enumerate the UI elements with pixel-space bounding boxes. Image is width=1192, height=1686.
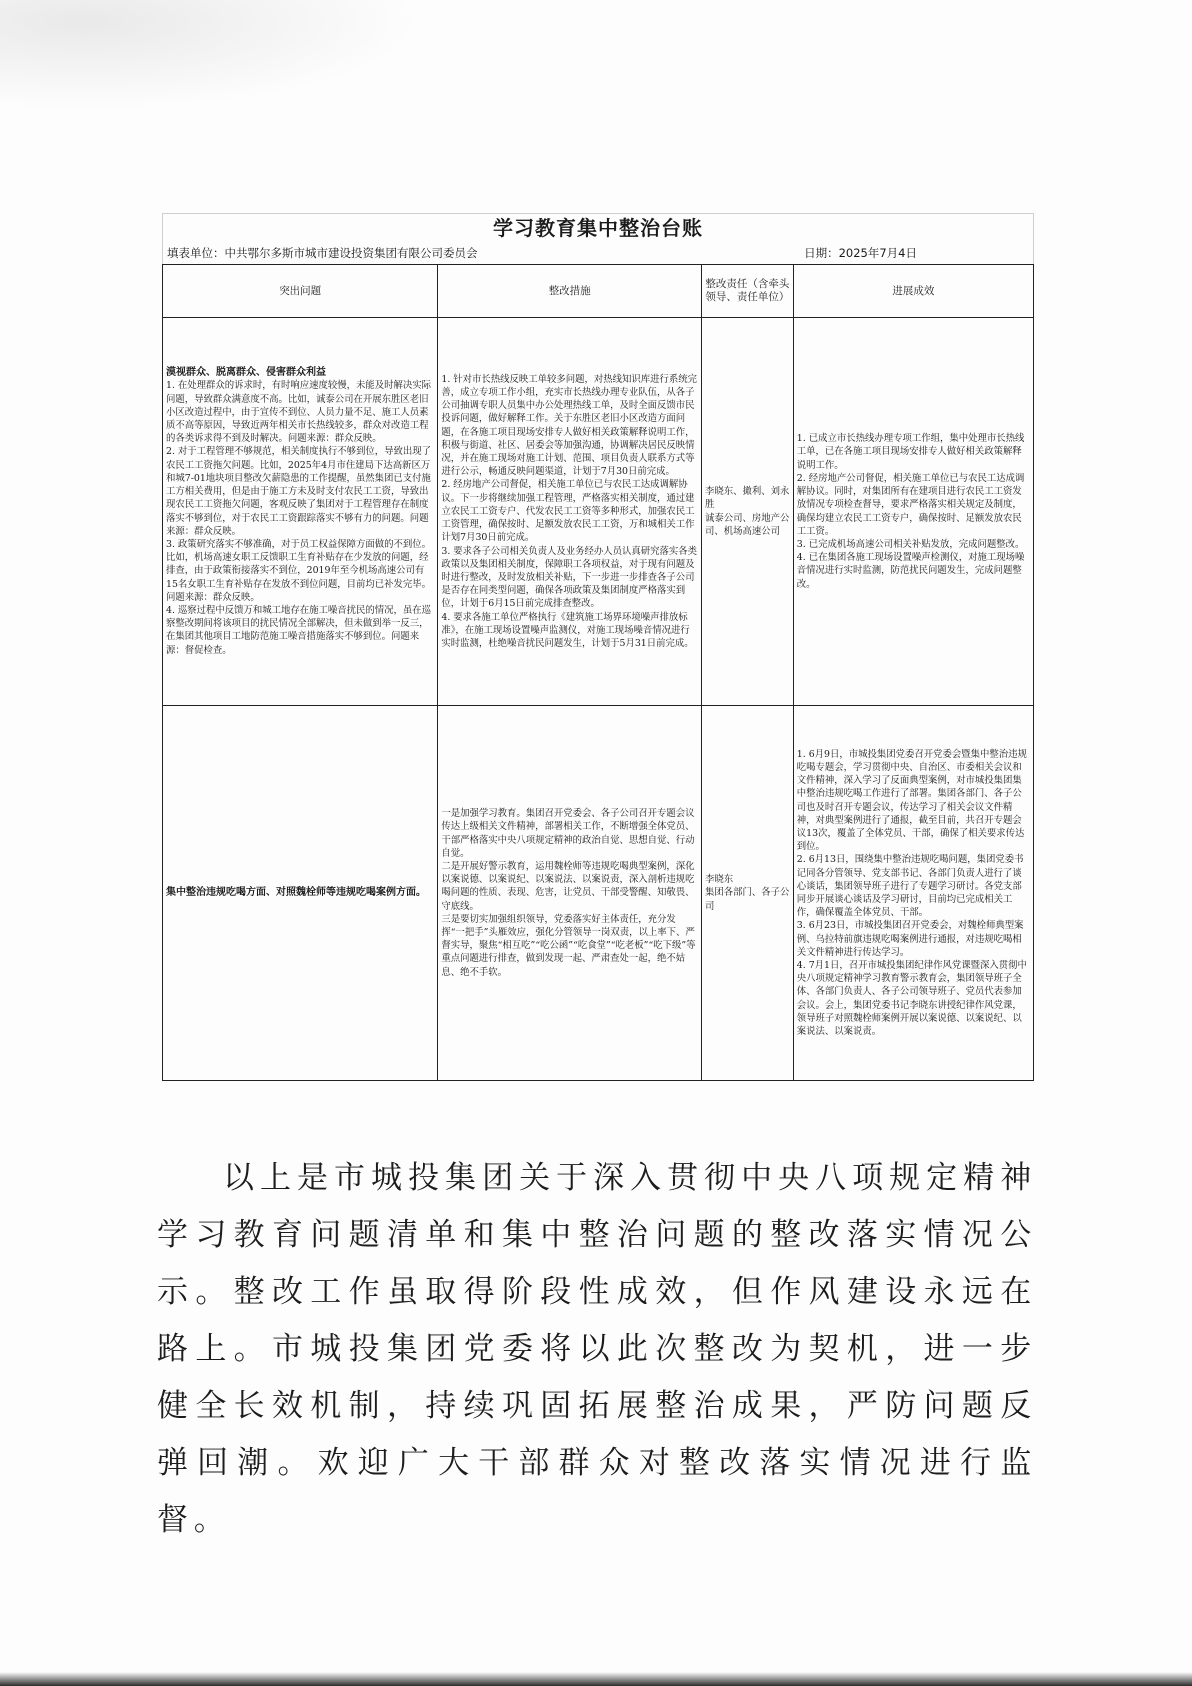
responsible-units: 集团各部门、各子公司	[705, 887, 790, 912]
measure-item: 二是开展好警示教育，运用魏栓师等违规吃喝典型案例，深化以案说德、以案说纪、以案说法、以案说责，深入剖析违规吃喝问题的性质、表现、危害，让党员、干部受警醒、知敬畏、守底线。	[441, 860, 695, 912]
col-header-problem: 突出问题	[163, 265, 438, 318]
measure-item: 4. 要求各施工单位严格执行《建筑施工场界环境噪声排放标准》，在施工现场设置噪声监测仪，对施工现场噪音情况进行实时监测，杜绝噪音扰民问题发生，计划于5月31日前完成。	[441, 611, 694, 649]
scan-shadow	[0, 0, 420, 110]
col-header-measures: 整改措施	[438, 265, 702, 318]
problem-item: 1. 在处理群众的诉求时，有时响应速度较慢，未能及时解决实际问题，导致群众满意度不高。比如，诚泰公司在开展东胜区老旧小区改造过程中，由于宣传不到位、人员力量不足、施工人员素质不高等原因，导致近两年相关市长热线较多，群众对改造工程的各类诉求得不到及时解决。问题来源：群众反映。	[166, 380, 432, 445]
ledger-title: 学习教育集中整治台账	[162, 213, 1034, 242]
col-header-progress: 进展成效	[793, 265, 1033, 318]
progress-item: 2. 6月13日，围绕集中整治违规吃喝问题，集团党委书记同各分管领导、党支部书记、各部门负责人进行了谈心谈话，集团领导班子进行了专题学习研讨。各党支部同步开展谈心谈话及学习研讨，目前均已完成相关工作，确保覆盖全体党员、干部。	[796, 854, 1024, 919]
problem-cell	[163, 318, 438, 706]
ledger-table-block	[162, 213, 1034, 1081]
measure-item: 一是加强学习教育。集团召开党委会、各子公司召开专题会议传达上级相关文件精神，部署相关工作，不断增强全体党员、干部严格落实中央八项规定精神的政治自觉、思想自觉、行动自觉。	[441, 808, 695, 859]
measures-cell	[438, 318, 702, 706]
progress-item: 3. 已完成机场高速公司相关补贴发放，完成问题整改。	[796, 538, 1025, 550]
problem-cell	[163, 706, 438, 1081]
problem-heading: 集中整治违规吃喝方面、对照魏栓师等违规吃喝案例方面。	[166, 887, 426, 899]
table-row	[163, 318, 1034, 706]
measure-item: 三是要切实加强组织领导，党委落实好主体责任，充分发挥“一把手”头雁效应，强化分管领导一岗双责，以上率下、严督实导，聚焦“相互吃”“吃公函”“吃食堂”“吃老板”“吃下级”等重点问题进行排查，做到发现一起、严肃查处一起，绝不姑息、绝不手软。	[441, 913, 696, 978]
progress-cell	[793, 706, 1033, 1081]
problem-heading: 漠视群众、脱离群众、侵害群众利益	[166, 367, 326, 379]
responsibility-cell	[702, 318, 794, 706]
ledger-table	[162, 264, 1034, 1081]
progress-cell	[793, 318, 1033, 706]
progress-item: 1. 已成立市长热线办理专项工作组，集中处理市长热线工单，已在各施工项目现场安排专人做好相关政策解释说明工作。	[796, 433, 1025, 471]
responsible-units: 诚泰公司、房地产公司、机场高速公司	[705, 512, 790, 537]
problem-item: 4. 巡察过程中反馈万和城工地存在施工噪音扰民的情况，虽在巡察整改期间将该项目的扰民情况全部解决，但未做到举一反三，在集团其他项目工地防范施工噪音措施落实不够到位。问题来源：督促检查。	[166, 604, 432, 656]
progress-item: 4. 已在集团各施工现场设置噪声检测仪，对施工现场噪音情况进行实时监测，防范扰民问题发生，完成问题整改。	[796, 552, 1025, 590]
scan-edge	[0, 1672, 1192, 1686]
problem-item: 3. 政策研究落实不够准确，对于员工权益保障方面做的不到位。比如，机场高速女职工反馈职工生育补贴存在少发放的问题，经排查，由于政策衔接落实不到位，2019年至今机场高速公司有15名女职工生育补贴存在发放不到位问题，目前均已补发完毕。问题来源：群众反映。	[166, 538, 432, 603]
responsibility-cell	[702, 706, 794, 1081]
measures-cell	[438, 706, 702, 1081]
measure-item: 3. 要求各子公司相关负责人及业务经办人员认真研究落实各类政策以及集团相关制度，保障职工各项权益，对于现有问题及时进行整改，及时发放相关补贴，下一步进一步排查各子公司是否存在同类型问题，确保各项政策及集团制度严格落实到位，计划于6月15日前完成排查整改。	[441, 545, 698, 610]
measure-item: 1. 针对市长热线反映工单较多问题，对热线知识库进行系统完善，成立专项工作小组，充实市长热线办理专业队伍，从各子公司抽调专职人员集中办公处理热线工单，及时全面反馈市民投诉问题，做好解释工作。关于东胜区老旧小区改造方面问题，在各施工项目现场安排专人做好相关政策解释说明工作，积极与街道、社区、居委会等加强沟通，协调解决居民反映情况，并在施工现场对施工计划、范围、项目负责人联系方式等进行公示，畅通反映问题渠道，计划于7月30日前完成。	[441, 373, 698, 478]
progress-item: 1. 6月9日，市城投集团党委召开党委会暨集中整治违规吃喝专题会，学习贯彻中央、自治区、市委相关会议和文件精神，深入学习了反面典型案例，对市城投集团集中整治违规吃喝工作进行了部署。集团各部门、各子公司也及时召开专题会议，传达学习了相关会议文件精神，对典型案例进行了通报，截至目前，共召开专题会议13次，覆盖了全体党员、干部，确保了相关要求传达到位。	[796, 748, 1027, 853]
filing-unit: 填表单位：中共鄂尔多斯市城市建设投资集团有限公司委员会	[167, 246, 478, 260]
closing-paragraph: 以上是市城投集团关于深入贯彻中央八项规定精神学习教育问题清单和集中整治问题的整改落实情况公示。整改工作虽取得阶段性成效，但作风建设永远在路上。市城投集团党委将以此次整改为契机，进一步健全长效机制，持续巩固拓展整治成果，严防问题反弹回潮。欢迎广大干部群众对整改落实情况进行监督。	[157, 1160, 1037, 1538]
table-row	[163, 706, 1034, 1081]
table-header-row	[163, 265, 1034, 318]
filing-date: 日期：2025年7月4日	[804, 246, 917, 260]
responsible-leaders: 李晓东、撖利、刘永胜	[705, 486, 790, 511]
measure-item: 2. 经房地产公司督促，相关施工单位已与农民工达成调解协议。下一步将继续加强工程管理，严格落实相关制度，通过建立农民工工资专户、代发农民工工资等多种形式，加强农民工工资管理，确保按时、足额发放农民工工资，万和城相关工作计划7月30日前完成。	[441, 479, 695, 544]
progress-item: 3. 6月23日，市城投集团召开党委会，对魏栓师典型案例、乌拉特前旗违规吃喝案例进行通报，对违规吃喝相关文件精神进行传达学习。	[796, 920, 1024, 958]
ledger-meta	[162, 242, 1034, 264]
problem-item: 2. 对于工程管理不够规范，相关制度执行不够到位，导致出现了农民工工资拖欠问题。比如，2025年4月市住建局下达高新区万和城7-01地块项目整改欠薪隐患的工作提醒，虽然集团已支付施工方相关费用，但是由于施工方未及时支付农民工工资，导致出现农民工工资拖欠问题，客观反映了集团对于工程管理存在制度落实不够到位，对于农民工工资跟踪落实不够有力的问题。问题来源：群众反映。	[166, 446, 432, 537]
col-header-responsibility: 整改责任（含牵头领导、责任单位）	[702, 265, 794, 318]
progress-item: 4. 7月1日，召开市城投集团纪律作风党课暨深入贯彻中央八项规定精神学习教育警示教育会，集团领导班子全体、各部门负责人、各子公司领导班子、党员代表参加会议。会上，集团党委书记李晓东讲授纪律作风党课，领导班子对照魏栓师案例开展以案说德、以案说纪、以案说法、以案说责。	[796, 960, 1027, 1038]
responsible-leaders: 李晓东	[705, 874, 734, 886]
progress-item: 2. 经房地产公司督促，相关施工单位已与农民工达成调解协议。同时，对集团所有在建项目进行农民工工资发放情况专项检查督导，要求严格落实相关规定及制度，确保均建立农民工工资专户，确保按时、足额发放农民工工资。	[796, 472, 1025, 537]
